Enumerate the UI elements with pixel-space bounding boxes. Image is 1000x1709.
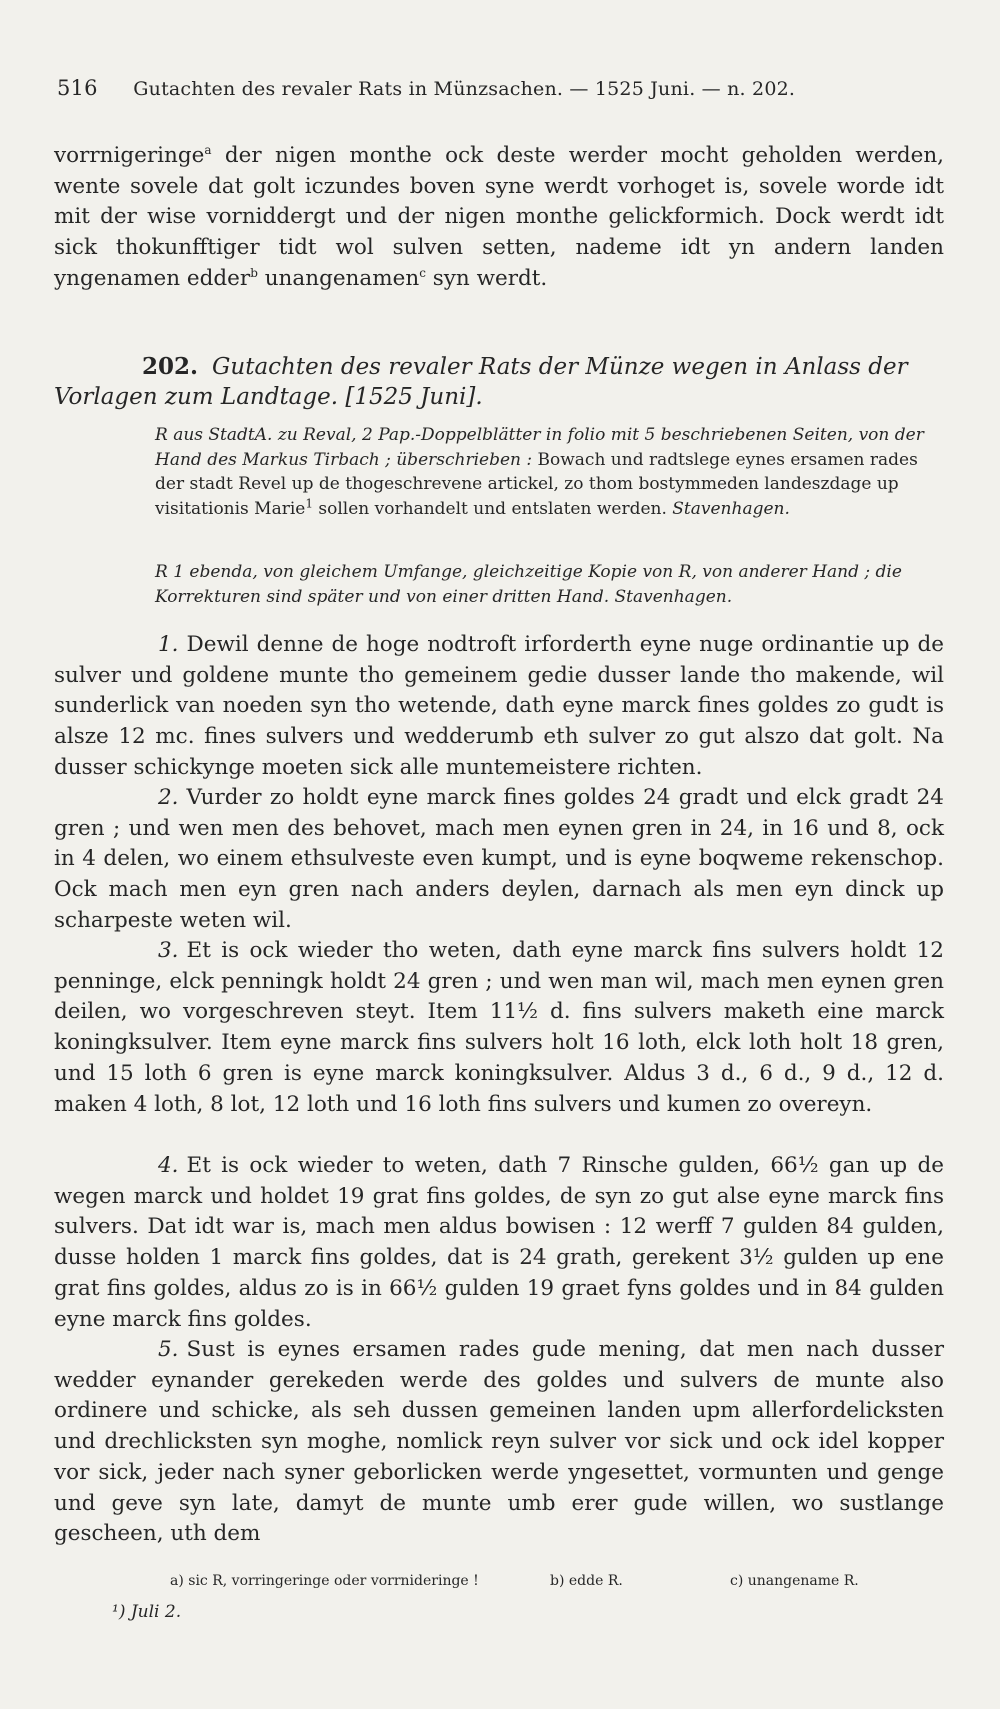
document-number: 202.: [142, 353, 199, 380]
footnote-a: a) sic R, vorringeringe oder vorrnideringe !: [170, 1573, 479, 1589]
source-note-r: [155, 423, 945, 521]
source-r-heading-text-a: Bowach und radtslege eynes ersamen rades der stadt Revel up de thogeschrevene artickel, zo thom bostymmeden landeszdage up visitationis Marie: [155, 449, 918, 519]
source-r-editor: Stavenhagen.: [672, 498, 790, 519]
intro-text-2: der nigen monthe ock deste werder mocht geholden werden, wente sovele dat golt iczundes boven syne werdt vorhoget is, sovele worde idt mit der wise vorniddergt und der nigen monthe gelickformich. Dock werdt idt sick thokunfftiger tidt wol sulven setten, nademe idt yn andern landen yngenamen edder: [54, 143, 944, 291]
section-text: Dewil denne de hoge nodtroft irforderth eyne nuge ordinantie up de sulver und goldene munte tho gemeinem gedie dusser lande tho makende, wil sunderlick van noeden syn tho wetende, dath eyne marck fines goldes zo gudt is alsze 12 mc. fines sulvers und wedderumb eth sulver zo gut alszo dat golt. Na dusser schickynge moeten sick alle muntemeistere richten.: [54, 632, 944, 780]
source-r-description: R aus StadtA. zu Reval, 2 Pap.-Doppelblätter in folio mit 5 beschriebenen Seiten, von der Hand des Markus Tirbach ; überschrieben :: [155, 425, 924, 470]
section-text: Et is ock wieder to weten, dath 7 Rinsche gulden, 66½ gan up de wegen marck und holdet 19 grat fins goldes, de syn zo gut alse eyne marck fins sulvers. Dat idt war is, mach men aldus bowisen : 12 werff 7 gulden 84 gulden, dusse holden 1 marck fins goldes, dat is 24 grath, gerekent 3½ gulden up ene grat fins goldes, aldus zo is in 66½ gulden 19 graet fyns goldes und in 84 gulden eyne marck fins goldes.: [54, 1153, 944, 1332]
document-date: [1525 Juni].: [345, 384, 483, 410]
page-number: 516: [57, 76, 98, 100]
intro-text-3: unangenamen: [257, 265, 420, 291]
section-2: [54, 783, 944, 937]
running-title: Gutachten des revaler Rats in Münzsachen. — 1525 Juni. — n. 202.: [133, 78, 796, 100]
footnote-marker-b: b: [250, 265, 258, 280]
footnote-1: ¹) Juli 2.: [112, 1602, 182, 1622]
intro-paragraph: [54, 141, 944, 295]
document-heading: [54, 352, 944, 412]
source-note-r1: R 1 ebenda, von gleichem Umfange, gleichzeitige Kopie von R, von anderer Hand ; die Korrekturen sind später und von einer dritten Hand. Stavenhagen.: [155, 562, 902, 607]
section-3: [54, 936, 944, 1120]
footnote-b: b) edde R.: [550, 1573, 623, 1589]
section-number: 4.: [158, 1153, 179, 1178]
footnote-marker-c: c: [419, 265, 426, 280]
footnote-marker-1: 1: [305, 496, 313, 511]
footnote-c: c) unangename R.: [730, 1573, 859, 1589]
section-text: Et is ock wieder tho weten, dath eyne marck fins sulvers holdt 12 penninge, elck penningk holdt 24 gren ; und wen man wil, mach men eynen gren deilen, wo vorgeschreven steyt. Item 11½ d. fins sulvers maketh eine marck koningksulver. Item eyne marck fins sulvers holt 16 loth, elck loth holt 18 gren, und 15 loth 6 gren is eyne marck koningksulver. Aldus 3 d., 6 d., 9 d., 12 d. maken 4 loth, 8 lot, 12 loth und 16 loth fins sulvers und kumen zo overeyn.: [54, 938, 944, 1117]
section-text: Vurder zo holdt eyne marck fines goldes 24 gradt und elck gradt 24 gren ; und wen men des behovet, mach men eynen gren in 24, in 16 und 8, ock in 4 delen, wo einem ethsulveste even kumpt, und is eyne boqweme rekenschop. Ock mach men eyn gren nach anders deylen, darnach als men eyn dinck up scharpeste weten wil.: [54, 785, 944, 933]
intro-text-4: syn werdt.: [425, 265, 548, 291]
section-number: 3.: [158, 938, 179, 963]
source-r-heading-text-b: sollen vorhandelt und entslaten werden.: [313, 498, 667, 519]
textual-footnotes: [170, 1573, 950, 1589]
document-title: Gutachten des revaler Rats der Münze wegen in Anlass der Vorlagen zum Landtage.: [54, 354, 908, 410]
section-text: Sust is eynes ersamen rades gude mening, dat men nach dusser wedder eynander gerekeden werde des goldes und sulvers de munte also ordinere und schicke, als seh dussen gemeinen landen upm allerfordelicksten und drechlicksten syn moghe, nomlick reyn sulver vor sick und ock idel kopper vor sick, jeder nach syner geborlicken werde yngesettet, vormunten und genge und geve syn late, damyt de munte umb erer gude willen, wo sustlange gescheen, uth dem: [54, 1337, 944, 1547]
section-number: 1.: [158, 632, 179, 657]
section-number: 5.: [158, 1337, 179, 1362]
running-header: [57, 76, 937, 100]
section-4: [54, 1151, 944, 1335]
intro-text-1: vorrnigeringe: [54, 143, 205, 168]
section-1: [54, 630, 944, 784]
footnote-marker-a: a: [204, 142, 212, 157]
section-5: [54, 1335, 944, 1550]
section-number: 2.: [158, 785, 179, 810]
